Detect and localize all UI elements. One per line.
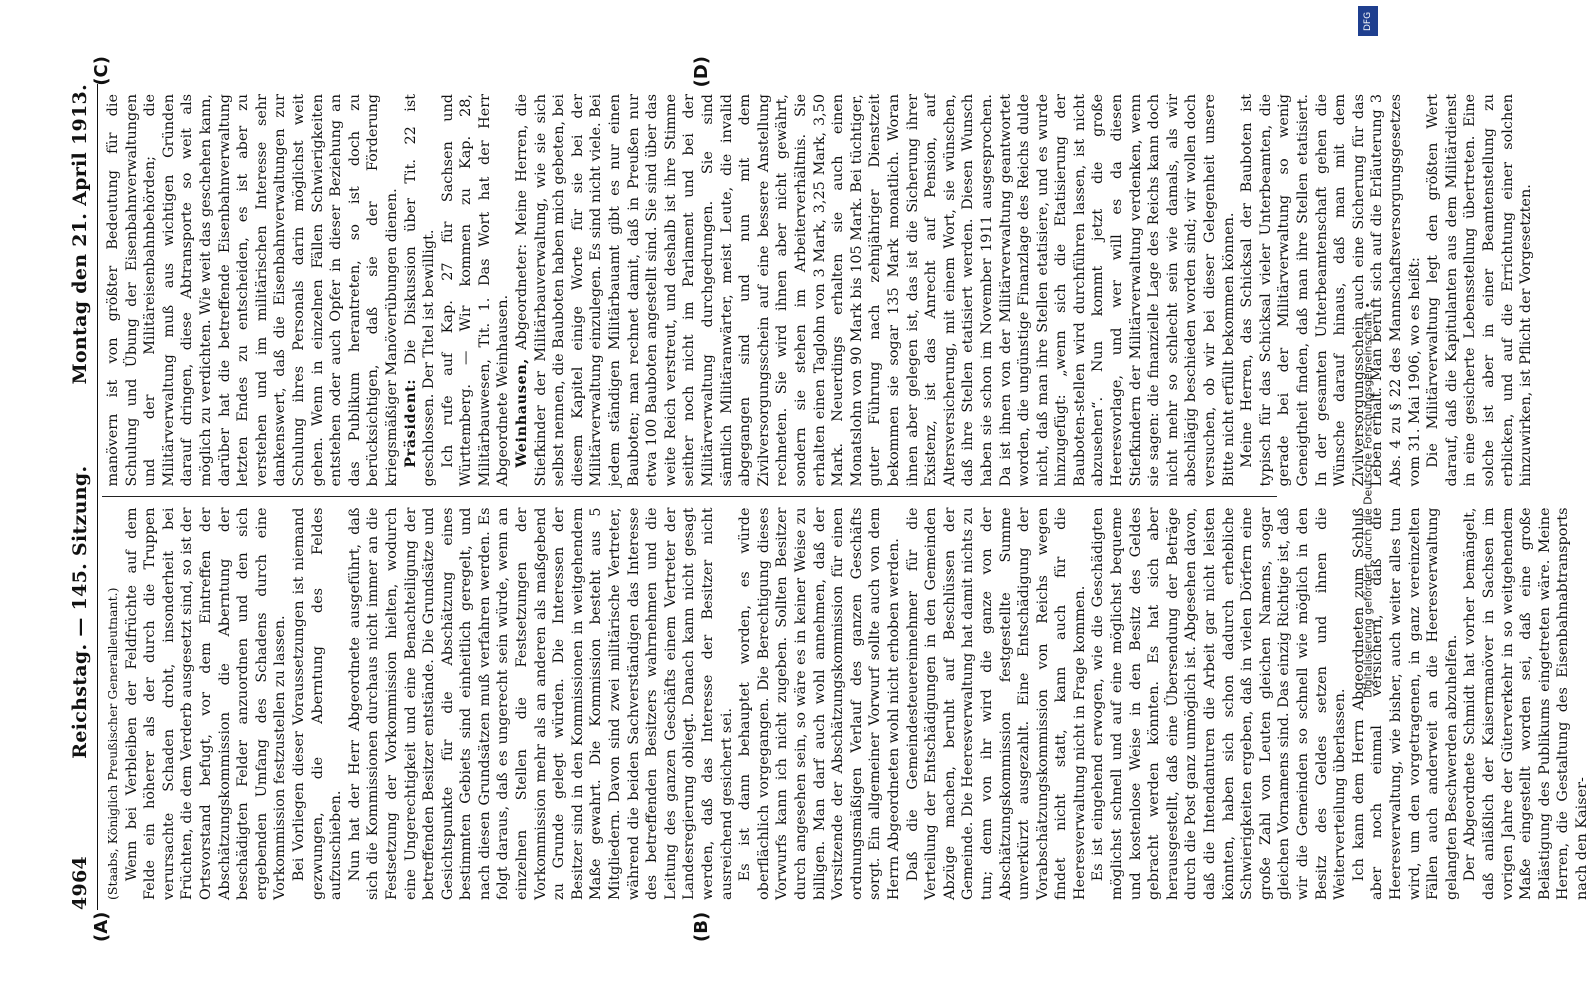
body-paragraph: Ich rufe auf Kap. 27 für Sachsen und Württemberg. — Wir kommen zu Kap. 28, Militärbauwesen, Tit. 1. Das Wort hat der Herr Abgeordnete Weinhausen.	[439, 94, 512, 487]
margin-label-b: (B)	[691, 911, 712, 942]
body-paragraph: Es ist eingehend erwogen, wie die Geschädigten möglichst schnell und auf eine möglichst bequeme und kostenlose Weise in den Besitz des Geldes gebracht werden könnten. Es hat sich aber herausgestellt, daß eine Übersendung der Beträge durch die Post ganz unmöglich ist. Abgesehen davon, daß die Intendanturen die Arbeit gar nicht leisten könnten, haben sich schon dadurch erhebliche Schwierigkeiten ergeben, daß in vielen Dörfern eine große Zahl von Leuten gleichen Namens, sogar gleichen Vornamens sind. Das einzig Richtige ist, daß wir die Gemeinden so schnell wie möglich in den Besitz des Geldes setzen und ihnen die Weiterverteilung überlassen.	[1090, 507, 1349, 900]
page-date: Montag den 21. April 1913.	[69, 84, 91, 385]
margin-label-c: (C)	[91, 56, 112, 86]
speech-text: Die Diskussion über Tit. 22 ist geschlossen. Der Titel ist bewilligt.	[402, 94, 438, 487]
speech-text: Abgeordneter: Meine Herren, die Stiefkinder der Militärbauverwaltung, wie sie sich selbst nennen, die Bauboten haben mich gebeten, bei diesem Kapitel einige Worte für sie bei der Militärverwaltung einzulegen. Es sind nicht viele. Bei jedem ständigen Militärbauamt gibt es nur einen Bauboten; man rechnet damit, daß in Preußen nur etwa 100 Bauboten angestellt sind. Sie sind über das weite Reich verstreut, und deshalb ist ihre Stimme seither noch nicht im Parlament und bei der Militärverwaltung durchgedrungen. Sie sind sämtlich Militäranwärter, meist Leute, die invalid abgegangen sind und nun mit dem Zivilversorgungsschein auf eine bessere Anstellung rechneten. Sie wird ihnen aber nicht gewährt, sondern sie stehen im Arbeiterverhältnis. Sie erhalten einen Taglohn von 3 Mark, 3,25 Mark, 3,50 Mark. Neuerdings erhalten sie auch einen Monatslohn von 90 Mark bis 105 Mark. Bei tüchtiger, guter Führung nach zehnjähriger Dienstzeit bekommen sie sogar 135 Mark monatlich. Woran ihnen aber gelegen ist, das ist die Sicherung ihrer Existenz, ist das Anrecht auf Pension, auf Altersversicherung, mit einem Wort, sie wünschen, daß ihre Stellen etatisiert werden. Diesen Wunsch haben sie schon im November 1911 ausgesprochen. Da ist ihnen von der Militärverwaltung geantwortet worden, die ungünstige Finanzlage des Reichs dulde nicht, daß man ihre Stellen etatisiere, und es wurde hinzugefügt: „wenn sich die Etatisierung der Bauboten-stellen wird durchführen lassen, ist nicht abzusehen“. Nun kommt jetzt die große Heeresvorlage, und wer will es da diesen Stiefkindern der Militärverwaltung verdenken, wenn sie sagen: die finanzielle Lage des Reichs kann doch nicht mehr so schlecht sein wie damals, als wir abschlägig beschieden worden sind; wir wollen doch versuchen, ob wir bei dieser Gelegenheit unsere Bitte nicht erfüllt bekommen können.	[514, 93, 1237, 487]
speaker-attribution: (Staabs, Königlich Preußischer Generalleutnant.)	[105, 587, 120, 900]
body-paragraph: Die Militärverwaltung legt den größten Wert darauf, daß die Kapitulanten aus dem Militärdienst in eine gesicherte Lebensstellung übertreten. Eine solche ist aber in einer Beamtenstellung zu erblicken, und auf die Errichtung einer solchen hinzuwirken, ist Pflicht der Vorgesetzten.	[1425, 94, 1535, 487]
body-paragraph: Bei Vorliegen dieser Voraussetzungen ist niemand gezwungen, die Aberntung des Feldes aufzuschieben.	[290, 507, 345, 900]
watermark-text: Digitalisierung gefördert durch die Deutsche Forschungsgemeinschaft •	[1361, 302, 1375, 698]
body-paragraph: Wenn bei Verbleiben der Feldfrüchte auf dem Felde ein höherer als der durch die Truppen verursachte Schaden droht, insonderheit bei Früchten, die dem Verderb ausgesetzt sind, so ist der Ortsvorstand befugt, vor dem Eintreffen der Abschätzungskommission die Aberntung der beschädigten Felder anzuordnen und den sich ergebenden Umfang des Schadens durch eine Vorkommission festzustellen zu lassen.	[123, 507, 289, 900]
body-paragraph: manövern ist von größter Bedeutung für die Schulung und Übung der Eisenbahnverwaltungen und der Militäreisenbahnbehörden; die Militärverwaltung muß aus wichtigen Gründen darauf dringen, diese Abtransporte so weit als möglich zu verdichten. Wie weit das geschehen kann, darüber hat die betreffende Eisenbahnverwaltung letzten Endes zu entscheiden, es ist aber zu verstehen und im militärischen Interesse sehr dankenswert, daß die Eisenbahnverwaltungen zur Schulung ihres Personals darin möglichst weit gehen. Wenn in einzelnen Fällen Schwierigkeiten entstehen oder auch Opfer in dieser Beziehung an das Publikum herantreten, so ist doch zu berücksichtigen, daß sie der Förderung kriegsmäßiger Manöverübungen dienen.	[105, 94, 400, 487]
right-column	[102, 84, 1535, 497]
body-paragraph: Ich kann dem Herrn Abgeordneten zum Schluß aber noch einmal versichern, daß die Heeresverwaltung, wie bisher, auch weiter alles tun wird, um den vorgetragenen, in ganz vereinzelten Fällen auch anderweit an die Heeresverwaltung gelangten Beschwerden abzuhelfen.	[1350, 507, 1460, 900]
dfg-logo-text: DFG	[1363, 11, 1373, 31]
margin-label-d: (D)	[691, 56, 712, 88]
margin-label-a: (A)	[91, 911, 112, 942]
body-paragraph: Daß die Gemeindesteuereinnehmer für die Verteilung der Entschädigungen in den Gemeinden Abzüge machen, beruht auf Beschlüssen der Gemeinde. Die Heeresverwaltung hat damit nichts zu tun; denn von ihr wird die ganze von der Abschätzungskommission festgestellte Summe unverkürzt ausgezahlt. Eine Entschädigung der Vorabschätzungskommission von Reichs wegen findet nicht statt, kann auch für die Heeresverwaltung nicht in Frage kommen.	[904, 507, 1088, 900]
speaker-name: Weinhausen,	[513, 358, 531, 468]
body-paragraph: Meine Herren, das Schicksal der Bauboten ist typisch für das Schicksal vieler Unterbeamten, die gerade bei der Militärverwaltung so wenig Geneigtheit finden, daß man ihre Stellen etatisiert. In der gesamten Unterbeamtenschaft gehen die Wünsche darauf hinaus, daß man mit dem Zivilversorgungsschein auch eine Sicherung für das Leben erhält. Man beruft sich auf die Erläuterung 3 Abs. 4 zu § 22 des Mannschaftsversorgungsgesetzes vom 31. Mai 1906, wo es heißt:	[1239, 94, 1423, 487]
dfg-logo	[1358, 6, 1378, 36]
body-paragraph: Nun hat der Herr Abgeordnete ausgeführt, daß sich die Kommissionen durchaus nicht immer an die Festsetzung der Vorkommission hielten, wodurch eine Ungerechtigkeit und eine Benachteiligung der betreffenden Besitzer entstände. Die Grundsätze und Gesichtspunkte für die Abschätzung eines bestimmten Gebiets sind einheitlich geregelt, und nach diesen Grundsätzen muß verfahren werden. Es folgt daraus, daß es ungerecht sein würde, wenn an einzelnen Stellen die Festsetzungen der Vorkommission mehr als an anderen als maßgebend zu Grunde gelegt würden. Die Interessen der Besitzer sind in den Kommissionen in weitgehendem Maße gewahrt. Die Kommission besteht aus 5 Mitgliedern. Davon sind zwei militärische Vertreter, während die beiden Sachverständigen das Interesse des betreffenden Besitzers wahrnehmen und die Leitung des ganzen Geschäfts einem Vertreter der Landesregierung obliegt. Danach kann nicht gesagt werden, daß das Interesse der Besitzer nicht ausreichend gesichert sei.	[346, 507, 735, 900]
speaker-paragraph	[402, 94, 439, 487]
digitization-watermark	[1357, 0, 1379, 1000]
page-title: Reichstag. — 145. Sitzung.	[69, 465, 91, 759]
speaker-paragraph	[513, 94, 1238, 487]
page-header	[69, 84, 98, 910]
page-number: 4964	[69, 855, 91, 910]
body-paragraph: Der Abgeordnete Schmidt hat vorher bemängelt, daß anläßlich der Kaisermanöver in Sachsen im vorigen Jahre der Güterverkehr in so weitgehendem Maße eingestellt worden sei, daß eine große Belästigung des Publikums eingetreten wäre. Meine Herren, die Gestaltung des Eisenbahnabtransports nach den Kaiser-	[1462, 507, 1590, 900]
body-paragraph: Es ist dann behauptet worden, es würde oberflächlich vorgegangen. Die Berechtigung dieses Vorwurfs kann ich nicht zugeben. Sollten Besitzer durch angesehen sein, so wäre es in keiner Weise zu billigen. Man darf auch wohl annehmen, daß der Vorsitzende der Abschätzungskommission für einen ordnungsmäßigen Verlauf des ganzen Geschäfts sorgt. Ein allgemeiner Vorwurf sollte auch von dem Herrn Abgeordneten wohl nicht erhoben werden.	[737, 507, 902, 900]
speaker-name: Präsident:	[401, 378, 419, 468]
